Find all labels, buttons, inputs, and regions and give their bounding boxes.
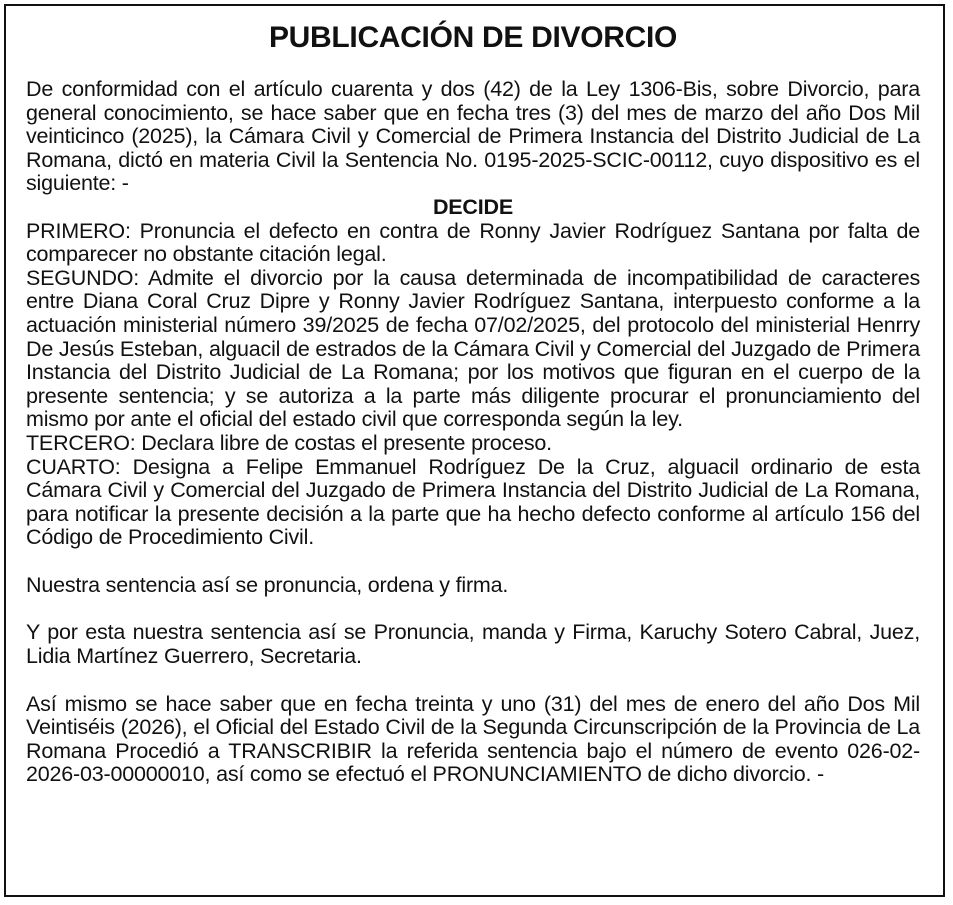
transcription-paragraph: Así mismo se hace saber que en fecha treinta y uno (31) del mes de enero del año Dos Mil Veintiséis (2026), el Oficial del Estado Civil de la Segunda Circunscripción de la Provincia de La Romana Procedió a TRANSCRIBIR la referida sentencia bajo el número de evento 026-02- 2026-03-00000010, así como se efectuó el PRONUNCIAMIENTO de dicho divorcio. -	[26, 691, 920, 787]
spacer	[26, 669, 920, 693]
pronouncement-paragraph: Nuestra sentencia así se pronuncia, ordena y firma.	[26, 572, 509, 597]
decide-heading: DECIDE	[432, 194, 514, 219]
notice-body	[26, 20, 920, 787]
ruling-tercero: TERCERO: Declara libre de costas el presente proceso.	[26, 430, 552, 455]
intro-paragraph: De conformidad con el artículo cuarenta y dos (42) de la Ley 1306-Bis, sobre Divorcio, para general conocimiento, se hace saber que en fecha tres (3) del mes de marzo del año Dos Mil veinticinco (2025), la Cámara Civil y Comercial de Primera Instancia del Distrito Judicial de La Romana, dictó en materia Civil la Sentencia No. 0195-2025-SCIC-00112, cuyo dispositivo es el siguiente: -	[26, 77, 920, 196]
ruling-primero: PRIMERO: Pronuncia el defecto en contra de Ronny Javier Rodríguez Santana por falta de comparecer no obstante citación legal.	[26, 218, 920, 267]
ruling-cuarto: CUARTO: Designa a Felipe Emmanuel Rodríguez De la Cruz, alguacil ordinario de esta Cámara Civil y Comercial del Juzgado de Primera Instancia del Distrito Judicial de La Romana, para notificar la presente decisión a la parte que ha hecho defecto conforme al artículo 156 del Código de Procedimiento Civil.	[26, 454, 920, 550]
signature-paragraph: Y por esta nuestra sentencia así se Pronuncia, manda y Firma, Karuchy Sotero Cabral, Juez, Lidia Martínez Guerrero, Secretaria.	[26, 620, 920, 669]
spacer	[26, 597, 920, 621]
spacer	[26, 550, 920, 574]
ruling-segundo: SEGUNDO: Admite el divorcio por la causa determinada de incompatibilidad de caracteres entre Diana Coral Cruz Dipre y Ronny Javier Rodríguez Santana, interpuesto conforme a la actuación ministerial número 39/2025 de fecha 07/02/2025, del protocolo del ministerial Henrry De Jesús Esteban, alguacil de estrados de la Cámara Civil y Comercial del Juzgado de Primera Instancia del Distrito Judicial de La Romana; por los motivos que figuran en el cuerpo de la presente sentencia; y se autoriza a la parte más diligente procurar el pronunciamiento del mismo por ante el oficial del estado civil que corresponda según la ley.	[26, 265, 920, 432]
notice-title: PUBLICACIÓN DE DIVORCIO	[268, 21, 678, 54]
